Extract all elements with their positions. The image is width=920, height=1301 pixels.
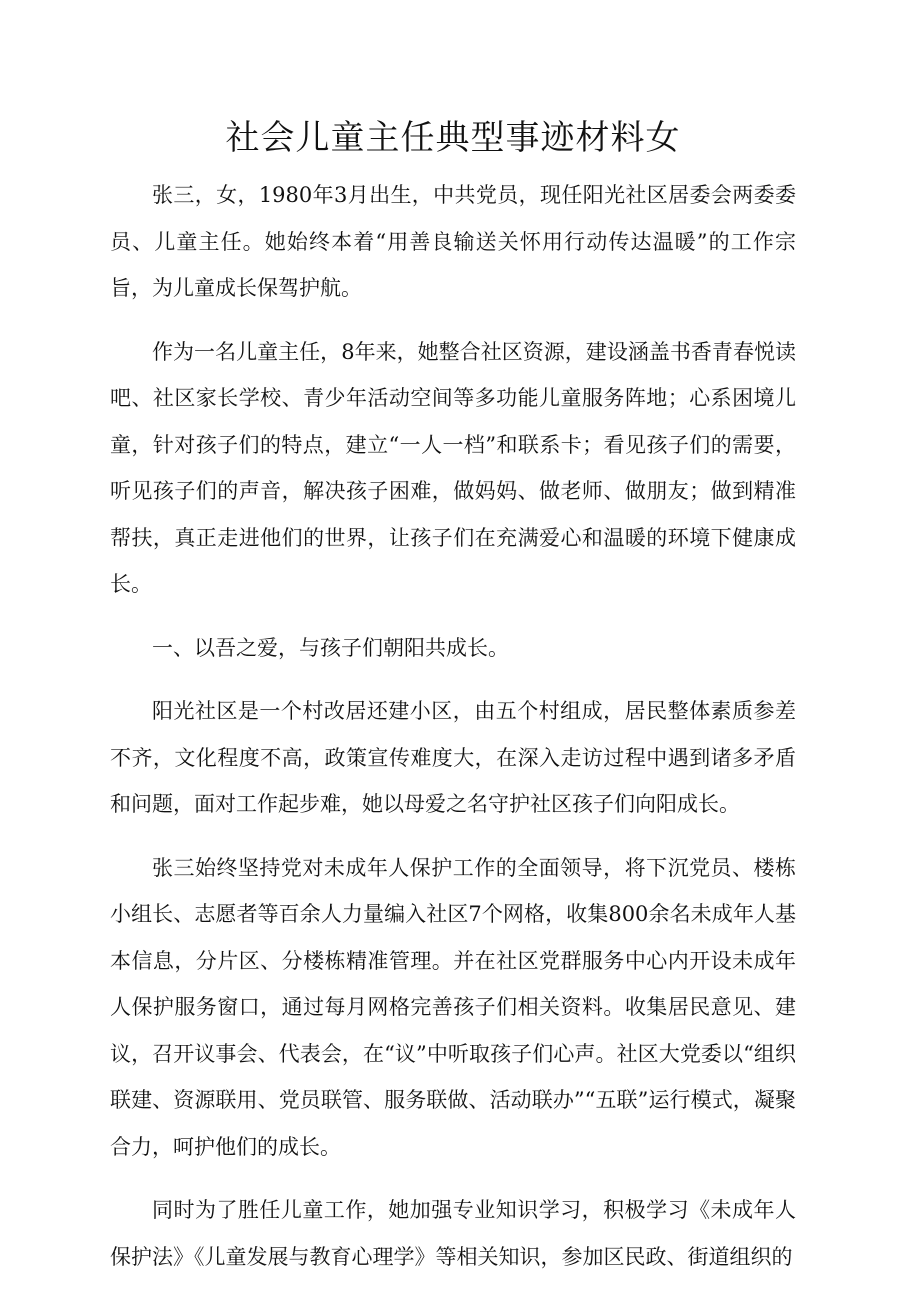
paragraph-community: 阳光社区是一个村改居还建小区，由五个村组成，居民整体素质参差不齐，文化程度不高，政策宣传难度大，在深入走访过程中遇到诸多矛盾和问题，面对工作起步难，她以母爱之名守护社区孩子们向阳成长。 <box>110 699 796 816</box>
paragraph-learning: 同时为了胜任儿童工作，她加强专业知识学习，积极学习《未成年人保护法》《儿童发展与教育心理学》等相关知识，参加区民政、街道组织的 <box>110 1198 796 1269</box>
paragraph-overview: 作为一名儿童主任，8年来，她整合社区资源，建设涵盖书香青春悦读吧、社区家长学校、青少年活动空间等多功能儿童服务阵地；心系困境儿童，针对孩子们的特点，建立“一人一档”和联系卡；看见孩子们的需要，听见孩子们的声音，解决孩子困难，做妈妈、做老师、做朋友；做到精准帮扶，真正走进他们的世界，让孩子们在充满爱心和温暖的环境下健康成长。 <box>110 339 796 596</box>
section-heading-1: 一、以吾之爱，与孩子们朝阳共成长。 <box>152 635 509 660</box>
paragraph-grid-management: 张三始终坚持党对未成年人保护工作的全面领导，将下沉党员、楼栋小组长、志愿者等百余人力量编入社区7个网格，收集800余名未成年人基本信息，分片区、分楼栋精准管理。并在社区党群服务中心内开设未成年人保护服务窗口，通过每月网格完善孩子们相关资料。收集居民意见、建议，召开议事会、代表会，在“议”中听取孩子们心声。社区大党委以“组织联建、资源联用、党员联管、服务联做、活动联办”“五联”运行模式，凝聚合力，呵护他们的成长。 <box>110 855 796 1159</box>
paragraph-intro: 张三，女，1980年3月出生，中共党员，现任阳光社区居委会两委委员、儿童主任。她始终本着“用善良输送关怀用行动传达温暖”的工作宗旨，为儿童成长保驾护航。 <box>110 183 796 300</box>
document-title: 社会儿童主任典型事迹材料女 <box>225 118 681 158</box>
